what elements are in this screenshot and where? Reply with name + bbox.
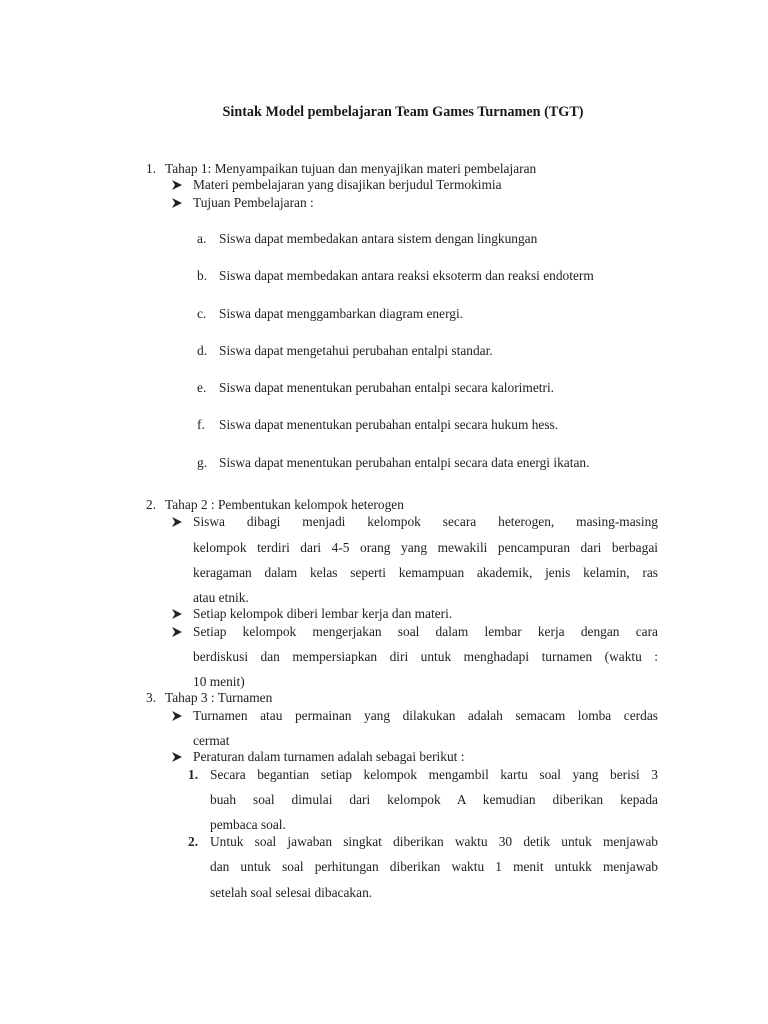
bullet-text: Tujuan Pembelajaran :	[193, 195, 314, 210]
objective-letter: a.	[197, 231, 207, 246]
bullet-line: 10 menit)	[193, 674, 245, 689]
rule-line: buah soal dimulai dari kelompok A kemudian diberikan kepada	[210, 792, 658, 807]
rule-line: Secara begantian setiap kelompok mengambil kartu soal yang berisi 3	[210, 767, 658, 782]
arrow-bullet-icon	[171, 516, 185, 530]
objective-text: Siswa dapat menentukan perubahan entalpi secara hukum hess.	[219, 417, 559, 432]
objective-letter: c.	[197, 306, 207, 321]
step-number: 2.	[146, 497, 157, 512]
objective-text: Siswa dapat menentukan perubahan entalpi secara data energi ikatan.	[219, 455, 590, 470]
step-heading: Tahap 1: Menyampaikan tujuan dan menyajikan materi pembelajaran	[165, 161, 537, 176]
bullet-line: keragaman dalam kelas seperti kemampuan akademik, jenis kelamin, ras	[193, 565, 658, 580]
objective-text: Siswa dapat membedakan antara sistem dengan lingkungan	[219, 231, 538, 246]
rule-line: pembaca soal.	[210, 817, 286, 832]
objective-letter: g.	[197, 455, 208, 470]
objective-letter: e.	[197, 380, 207, 395]
bullet-line: Peraturan dalam turnamen adalah sebagai berikut :	[193, 749, 465, 764]
rule-number: 2.	[188, 834, 199, 849]
step-heading: Tahap 3 : Turnamen	[165, 690, 273, 705]
objective-letter: f.	[197, 417, 205, 432]
objective-letter: d.	[197, 343, 208, 358]
bullet-line: Turnamen atau permainan yang dilakukan adalah semacam lomba cerdas	[193, 708, 658, 723]
bullet-line: berdiskusi dan mempersiapkan diri untuk menghadapi turnamen (waktu :	[193, 649, 658, 664]
bullet-line: Setiap kelompok diberi lembar kerja dan materi.	[193, 606, 453, 621]
rule-number: 1.	[188, 767, 199, 782]
step-number: 1.	[146, 161, 157, 176]
step-number: 3.	[146, 690, 157, 705]
arrow-bullet-icon	[171, 197, 185, 211]
bullet-line: atau etnik.	[193, 590, 249, 605]
rule-line: Untuk soal jawaban singkat diberikan waktu 30 detik untuk menjawab	[210, 834, 658, 849]
rule-line: dan untuk soal perhitungan diberikan waktu 1 menit untukk menjawab	[210, 859, 658, 874]
document-title: Sintak Model pembelajaran Team Games Turnamen (TGT)	[222, 104, 584, 120]
bullet-line: Setiap kelompok mengerjakan soal dalam lembar kerja dengan cara	[193, 624, 658, 639]
arrow-bullet-icon	[171, 608, 185, 622]
arrow-bullet-icon	[171, 179, 185, 193]
objective-text: Siswa dapat menentukan perubahan entalpi secara kalorimetri.	[219, 380, 555, 395]
objective-text: Siswa dapat mengetahui perubahan entalpi standar.	[219, 343, 493, 358]
bullet-text: Materi pembelajaran yang disajikan berjudul Termokimia	[193, 177, 502, 192]
step-heading: Tahap 2 : Pembentukan kelompok heterogen	[165, 497, 404, 512]
bullet-line: cermat	[193, 733, 230, 748]
arrow-bullet-icon	[171, 626, 185, 640]
objective-text: Siswa dapat membedakan antara reaksi eksoterm dan reaksi endoterm	[219, 268, 594, 283]
bullet-line: Siswa dibagi menjadi kelompok secara heterogen, masing-masing	[193, 514, 658, 529]
arrow-bullet-icon	[171, 710, 185, 724]
objective-letter: b.	[197, 268, 208, 283]
objective-text: Siswa dapat menggambarkan diagram energi.	[219, 306, 464, 321]
bullet-line: kelompok terdiri dari 4-5 orang yang mewakili pencampuran dari berbagai	[193, 540, 658, 555]
rule-line: setelah soal selesai dibacakan.	[210, 885, 373, 900]
arrow-bullet-icon	[171, 751, 185, 765]
